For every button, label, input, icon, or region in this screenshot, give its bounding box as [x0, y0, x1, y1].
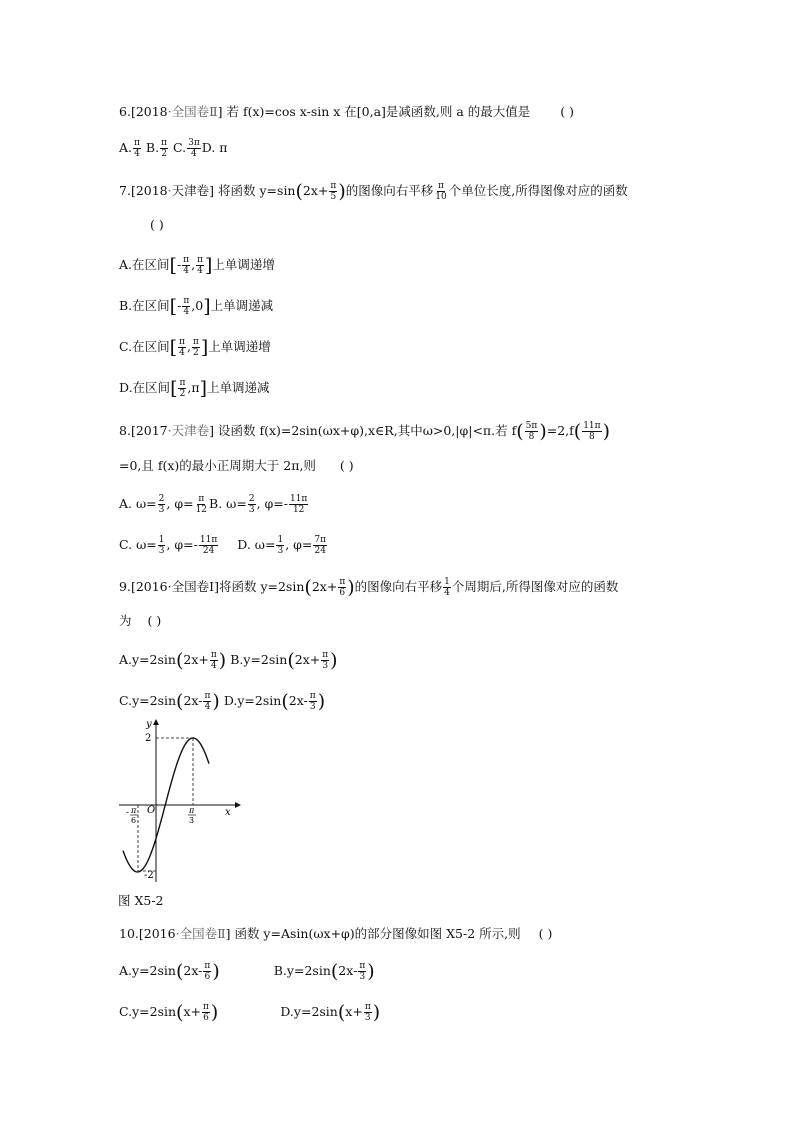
option-c: C. $\frac{3\pi}{4}$	[173, 138, 200, 159]
q6-stem: 6.[2018·全国卷Ⅱ] 若 f(x)=cos x-sin x 在[0,a]是减函数,则 a 的最大值是 ( )	[119, 104, 575, 119]
option-c: C. ω= $\frac{1}{3}$ , φ=- $\frac{11\pi}{24}$	[119, 535, 218, 556]
fraction: $\frac{\pi}{2}$	[161, 138, 168, 159]
question-text: 若 f(x)=cos x-sin x 在[0,a]是减函数,则 a 的最大值是	[226, 104, 531, 119]
answer-blank: ( )	[147, 613, 162, 628]
option-a: A.y=2sin(2x+ $\frac{\pi}{4}$ )	[119, 649, 227, 672]
q7-option-a: A.在区间[- $\frac{\pi}{4}$ , $\frac{\pi}{4}$ ]上单调递增	[119, 254, 275, 277]
x-left-den: 6	[131, 816, 137, 825]
q9-stem: 9.[2016·全国卷Ⅰ]将函数 y=2sin(2x+ $\frac{\pi}{6}$ )的图像向右平移 $\frac{1}{4}$ 个周期后,所得图像对应的函数	[119, 576, 619, 599]
q9-options-ab	[119, 650, 338, 671]
question-number: 9.	[119, 579, 131, 594]
fraction: $\frac{3\pi}{4}$	[188, 138, 200, 159]
q7-stem: 7.[2018·天津卷] 将函数 y=sin(2x+ $\frac{\pi}{5}$ )的图像向右平移 $\frac{\pi}{10}$ 个单位长度,所得图像对应的函数	[119, 180, 628, 203]
q7-option-b: B.在区间[- $\frac{\pi}{4}$ ,0]上单调递减	[119, 295, 274, 318]
q8-stem-line2: =0,且 f(x)的最小正周期大于 2π,则 ( )	[119, 458, 354, 473]
option-d: D.y=2sin(2x- $\frac{\pi}{3}$ )	[223, 690, 326, 713]
origin-label: O	[147, 805, 156, 816]
option-b: B. $\frac{\pi}{2}$	[145, 138, 168, 159]
x-right-den: 3	[189, 816, 195, 825]
figure-caption: 图 X5-2	[118, 893, 164, 908]
x-axis-label: x	[225, 807, 231, 818]
q9-stem-line2: 为 ( )	[119, 613, 162, 628]
option-d: D. π	[201, 140, 228, 155]
q10-options-cd	[119, 1002, 380, 1023]
q8-options-ab	[119, 494, 309, 515]
option-a: A. $\frac{\pi}{4}$	[119, 138, 140, 159]
option-a: A.y=2sin(2x- $\frac{\pi}{6}$ )	[119, 960, 220, 983]
question-number: 8.	[119, 423, 131, 438]
x-right-num: π	[189, 806, 195, 815]
question-number: 6.	[119, 104, 131, 119]
x-left-sign: -	[126, 808, 130, 818]
question-number: 10.	[119, 926, 139, 941]
option-c: C.y=2sin(x+ $\frac{\pi}{6}$ )	[119, 1001, 219, 1024]
y-axis-arrow	[153, 719, 159, 725]
source-name: 全国卷Ⅰ	[171, 579, 215, 594]
q9-options-cd	[119, 691, 325, 712]
y-max-label: 2	[145, 733, 152, 744]
answer-blank: ( )	[150, 217, 164, 232]
source-name: 全国卷Ⅱ	[179, 926, 226, 941]
y-axis-label: y	[146, 719, 152, 730]
option-d: D.y=2sin(x+ $\frac{\pi}{3}$ )	[280, 1001, 381, 1024]
q7-option-d: D.在区间[ $\frac{\pi}{2}$ ,π]上单调递减	[119, 377, 270, 400]
option-b: B.y=2sin(2x- $\frac{\pi}{3}$ )	[273, 960, 375, 983]
x-left-num: π	[131, 806, 137, 815]
sine-graph-figure	[117, 716, 247, 886]
fraction: $\frac{\pi}{4}$	[134, 138, 140, 159]
source-name: 天津卷	[171, 183, 210, 198]
q6-options	[119, 138, 228, 159]
q10-options-ab	[119, 961, 375, 982]
y-min-label: -2	[144, 870, 154, 881]
q8-options-cd	[119, 535, 328, 556]
option-b: B.y=2sin(2x+ $\frac{\pi}{3}$ )	[230, 649, 338, 672]
q10-stem: 10.[2016·全国卷Ⅱ] 函数 y=Asin(ωx+φ)的部分图像如图 X5-2 所示,则 ( )	[119, 926, 553, 941]
answer-blank: ( )	[560, 104, 575, 119]
source-tag: [2018	[130, 104, 168, 119]
option-d: D. ω= $\frac{1}{3}$ , φ= $\frac{7\pi}{24}$	[237, 535, 327, 556]
option-b: B. ω= $\frac{2}{3}$ , φ=- $\frac{11\pi}{12}$	[209, 494, 308, 515]
source-name: 天津卷	[171, 423, 210, 438]
fraction: $\frac{\pi}{5}$	[330, 181, 337, 202]
x-axis-arrow	[235, 802, 241, 808]
option-c: C.y=2sin(2x- $\frac{\pi}{4}$ )	[119, 690, 220, 713]
answer-blank: ( )	[538, 926, 553, 941]
question-number: 7.	[119, 183, 131, 198]
source-name: 全国卷Ⅱ	[171, 104, 218, 119]
option-a: A. ω= $\frac{2}{3}$ , φ= $\frac{\pi}{12}$	[119, 494, 208, 515]
q7-option-c: C.在区间[ $\frac{\pi}{4}$ , $\frac{\pi}{2}$ ]上单调递增	[119, 336, 271, 359]
q8-stem: 8.[2017·天津卷] 设函数 f(x)=2sin(ωx+φ),x∈R,其中ω>0,|φ|<π.若 f( $\frac{5\pi}{8}$ )=2,f( $\frac{11\pi}{8}$ )	[119, 420, 610, 443]
fraction: $\frac{\pi}{10}$	[435, 181, 447, 202]
answer-blank: ( )	[339, 458, 354, 473]
